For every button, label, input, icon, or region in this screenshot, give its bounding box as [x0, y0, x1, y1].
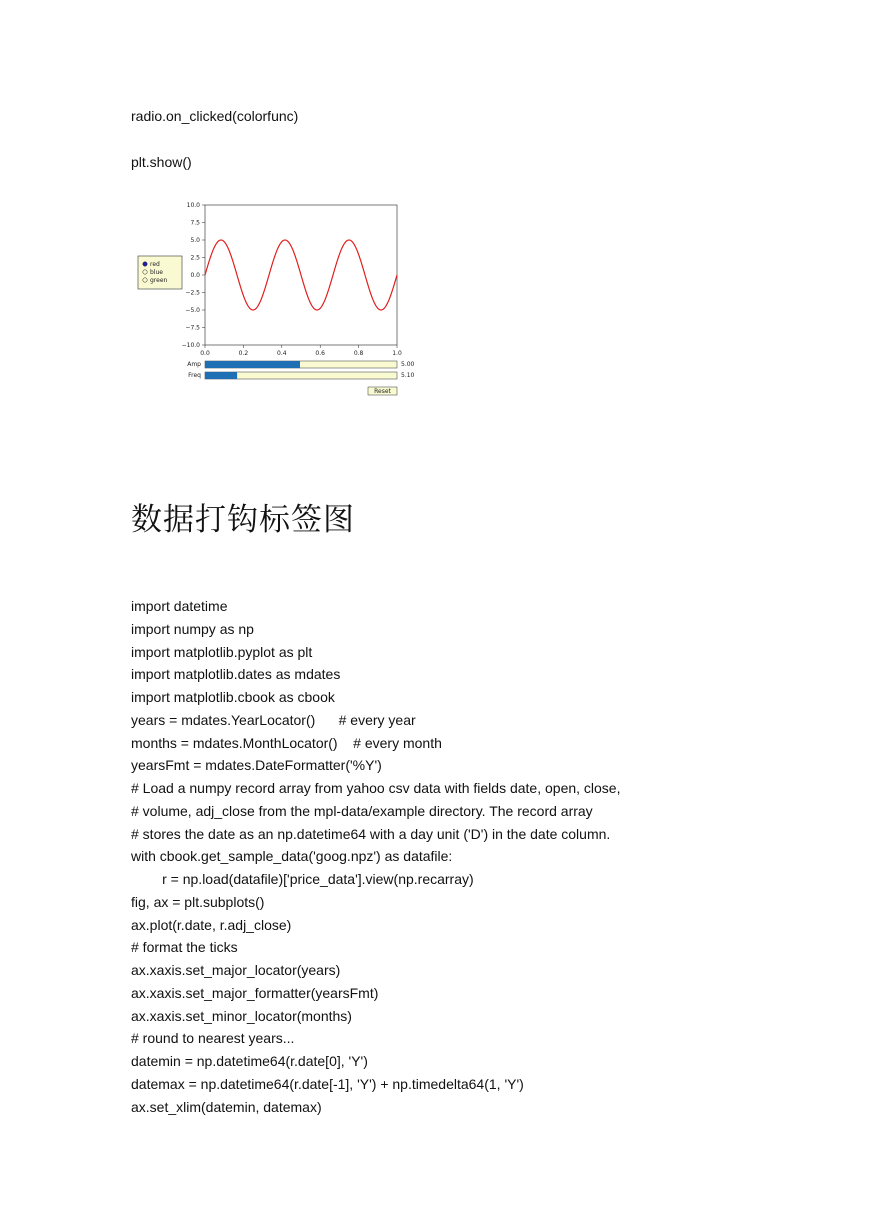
slider-amp[interactable] — [187, 361, 414, 368]
pre-code-line: radio.on_clicked(colorfunc) — [131, 108, 299, 124]
code-line: fig, ax = plt.subplots() — [131, 893, 265, 910]
code-line: with cbook.get_sample_data('goog.npz') as datafile: — [131, 848, 453, 865]
code-line: ax.plot(r.date, r.adj_close) — [131, 916, 292, 933]
code-line: # Load a numpy record array from yahoo csv data with fields date, open, close, — [131, 780, 621, 796]
slider-amp-value: 5.00 — [401, 361, 415, 368]
code-line: months = mdates.MonthLocator() # every month — [131, 734, 442, 751]
x-tick-label: 0.2 — [238, 350, 249, 357]
code-line: ax.xaxis.set_major_locator(years) — [131, 962, 341, 978]
code-line: import numpy as np — [131, 620, 254, 637]
x-tick-label: 0.4 — [277, 350, 287, 357]
section-heading: 数据打钩标签图 — [131, 502, 355, 538]
code-line: import datetime — [131, 598, 228, 614]
code-line: import matplotlib.dates as mdates — [131, 666, 341, 683]
code-line: # volume, adj_close from the mpl-data/example directory. The record array — [131, 802, 593, 819]
radio-circle-icon — [143, 278, 147, 282]
code-line: datemax = np.datetime64(r.date[-1], 'Y') + np.timedelta64(1, 'Y') — [131, 1075, 524, 1092]
y-tick-label: 5.0 — [190, 237, 200, 244]
y-tick-label: −5.0 — [185, 307, 200, 314]
y-tick-label: −10.0 — [181, 342, 200, 349]
code-line: # round to nearest years... — [131, 1030, 295, 1047]
y-tick-label: 10.0 — [186, 202, 200, 209]
radio-label-red: red — [150, 261, 160, 268]
y-tick-label: 2.5 — [190, 254, 200, 262]
y-tick-label: 7.5 — [190, 219, 200, 227]
slider-freq-value: 5.10 — [401, 372, 415, 379]
x-tick-label: 0.8 — [353, 350, 364, 357]
slider-amp-fill — [205, 361, 300, 368]
code-line: # format the ticks — [131, 939, 238, 956]
slider-freq[interactable] — [188, 372, 414, 379]
reset-label: Reset — [374, 388, 391, 395]
radio-label-blue: blue — [150, 269, 163, 276]
y-ticks — [182, 202, 205, 349]
slider-freq-label: Freq — [188, 372, 201, 379]
y-tick-label: 0.0 — [190, 272, 200, 279]
slider-amp-label: Amp — [187, 361, 201, 368]
pre-code-line: plt.show() — [131, 154, 192, 170]
matplotlib-figure — [133, 196, 423, 401]
code-line: r = np.load(datafile)['price_data'].view(np.recarray) — [131, 871, 474, 887]
radio-circle-icon — [143, 270, 147, 274]
radio-dot-icon — [143, 262, 147, 266]
code-line: ax.xaxis.set_major_formatter(yearsFmt) — [131, 984, 379, 1001]
x-tick-label: 0.0 — [200, 350, 210, 357]
code-line: import matplotlib.pyplot as plt — [131, 643, 313, 660]
reset-button[interactable] — [368, 387, 397, 395]
code-line: ax.set_xlim(datemin, datemax) — [131, 1098, 322, 1115]
code-line: ax.xaxis.set_minor_locator(months) — [131, 1007, 352, 1024]
code-line: datemin = np.datetime64(r.date[0], 'Y') — [131, 1053, 368, 1069]
plot-axes — [182, 202, 402, 357]
code-line: import matplotlib.cbook as cbook — [131, 689, 335, 705]
radio-panel — [138, 256, 182, 289]
code-line: years = mdates.YearLocator() # every year — [131, 711, 416, 728]
y-tick-label: −7.5 — [185, 324, 200, 332]
slider-freq-fill — [205, 372, 237, 379]
radio-label-green: green — [150, 277, 168, 284]
y-tick-label: −2.5 — [185, 289, 200, 297]
x-ticks — [200, 345, 402, 357]
x-tick-label: 0.6 — [315, 350, 325, 357]
code-line: yearsFmt = mdates.DateFormatter('%Y') — [131, 757, 382, 774]
x-tick-label: 1.0 — [392, 350, 402, 357]
code-line: # stores the date as an np.datetime64 with a day unit ('D') in the date column. — [131, 825, 611, 842]
